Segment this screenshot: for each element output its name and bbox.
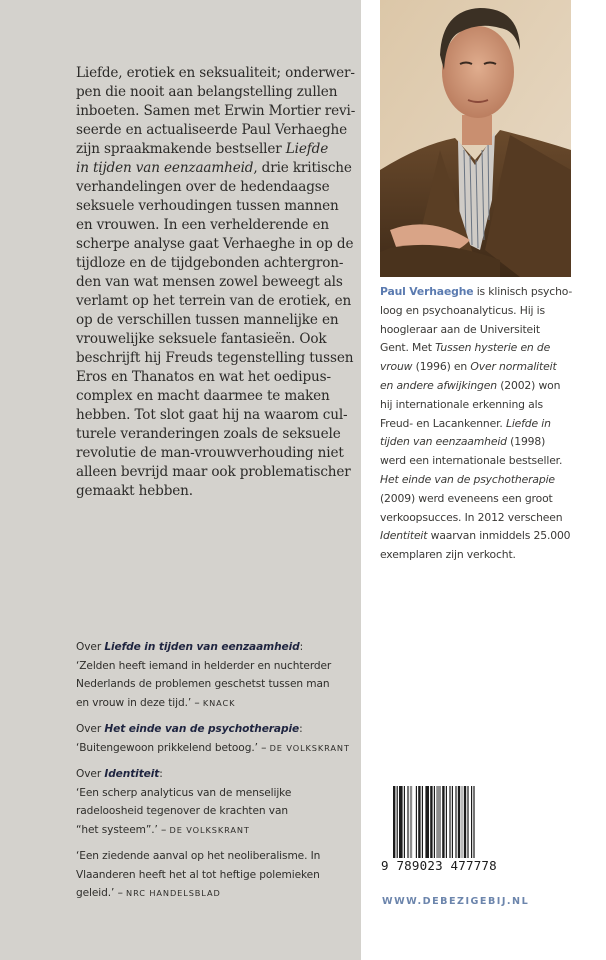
blurb-line: [76, 159, 358, 178]
blurb-text: zijn spraakmakende bestseller: [76, 141, 286, 157]
bio-book-title: vrouw: [380, 360, 413, 374]
blurb-line: verhandelingen over de hedendaagse: [76, 179, 330, 195]
bio-line: verkoopsucces. In 2012 verscheen: [380, 510, 563, 524]
review-item: [76, 847, 358, 903]
review-source: KNACK: [202, 697, 236, 708]
blurb-line: alleen bevrijd maar ook problematischer: [76, 464, 351, 480]
bio-book-title: Het einde van de psychotherapie: [380, 472, 555, 486]
barcode-bar: [455, 786, 456, 858]
bio-line: en andere afwijkingen (2002) won: [380, 378, 561, 392]
blurb-line: scherpe analyse gaat Verhaeghe in op de: [76, 236, 354, 252]
blurb-line: Liefde, erotiek en seksualiteit; onderwer-: [76, 65, 355, 81]
review-book-title: Het einde van de psychotherapie: [104, 723, 300, 735]
blurb-line: [76, 140, 358, 159]
review-item: [76, 765, 358, 839]
blurb-line: inboeten. Samen met Erwin Mortier revi-: [76, 103, 356, 119]
review-quote-line: ‘Een scherp analyticus van de menselijke: [76, 786, 292, 799]
review-heading: Over Het einde van de psychotherapie:: [76, 723, 303, 735]
barcode-bar: [393, 786, 395, 858]
bio-book-title: Tussen hysterie en de: [435, 341, 551, 355]
blurb-line: verlamt op het terrein van de erotiek, en: [76, 293, 352, 309]
review-quote-line: ‘Buitengewoon prikkelend betoog.’ – DE VOLKSKRANT: [76, 741, 350, 754]
press-reviews: [76, 638, 358, 911]
bio-line: tijden van eenzaamheid (1998): [380, 435, 546, 449]
review-quote-line: ‘Zelden heeft iemand in helderder en nuchterder: [76, 659, 332, 672]
author-portrait-illustration: [380, 0, 571, 277]
barcode-bar: [446, 786, 447, 858]
barcode-bar: [416, 786, 417, 858]
bio-line: loog en psychoanalyticus. Hij is: [380, 303, 546, 317]
blurb-line: vrouwelijke seksuele fantasieën. Ook: [76, 331, 327, 347]
bio-line: Freud- en Lacankenner. Liefde in: [380, 416, 551, 430]
blurb-title-italic: in tijden van eenzaamheid: [76, 160, 254, 176]
barcode-bar: [397, 786, 398, 858]
bio-book-title: Over normaliteit: [470, 360, 557, 374]
blurb-title-italic: Liefde: [285, 141, 329, 157]
review-heading: Over Liefde in tijden van eenzaamheid:: [76, 641, 304, 653]
blurb-line: pen die nooit aan belangstelling zullen: [76, 84, 338, 100]
blurb-line: complex en macht daarmee te maken: [76, 388, 330, 404]
review-book-title: Liefde in tijden van eenzaamheid: [104, 641, 300, 653]
barcode-bar: [425, 786, 429, 858]
review-quote-line: en vrouw in deze tijd.’ – KNACK: [76, 696, 236, 709]
blurb-line: Eros en Thanatos en wat het oedipus-: [76, 369, 331, 385]
review-quote-line: Nederlands de problemen geschetst tussen man: [76, 678, 330, 690]
barcode-bar: [407, 786, 408, 858]
isbn-number: 9 789023 477778: [381, 858, 497, 873]
bio-line: Identiteit waarvan inmiddels 25.000: [380, 529, 571, 543]
review-item: [76, 638, 358, 712]
barcode-bar: [404, 786, 405, 858]
blurb-line: revolutie de man-vrouwverhouding niet: [76, 445, 344, 461]
review-quote-line: geleid.’ – NRC HANDELSBLAD: [76, 887, 221, 899]
review-quote-line: Vlaanderen heeft het al tot heftige polemieken: [76, 868, 320, 881]
barcode-bar: [458, 786, 460, 858]
review-quote-line: ‘Een ziedende aanval op het neoliberalisme. In: [76, 850, 321, 862]
barcode-bar: [471, 786, 472, 858]
bio-book-title: en andere afwijkingen: [380, 378, 497, 392]
barcode-bar: [449, 786, 450, 858]
review-source: DE VOLKSKRANT: [169, 824, 250, 835]
barcode-bar: [418, 786, 420, 858]
author-name: Paul Verhaeghe: [380, 285, 474, 298]
blurb-line: tijdloze en de tijdgebonden achtergron-: [76, 255, 344, 271]
barcode-bar: [461, 786, 462, 858]
book-blurb: [76, 64, 358, 501]
blurb-line: hebben. Tot slot gaat hij na waarom cul-: [76, 407, 348, 423]
bio-line: (2009) werd eveneens een groot: [380, 491, 553, 505]
blurb-line: seksuele verhoudingen tussen mannen: [76, 198, 339, 214]
blurb-line: en vrouwen. In een verhelderende en: [76, 217, 329, 233]
review-item: [76, 720, 358, 757]
blurb-line: op de verschillen tussen mannelijke en: [76, 312, 339, 328]
bio-line: hij internationale erkenning als: [380, 397, 543, 411]
blurb-line: gemaakt hebben.: [76, 483, 193, 499]
barcode-bar: [464, 786, 466, 858]
barcode-bar: [434, 786, 435, 858]
blurb-text: , drie kritische: [253, 160, 352, 176]
bio-line: werd een internationale bestseller.: [380, 454, 563, 468]
bio-book-title: Identiteit: [380, 529, 428, 543]
bio-line: Gent. Met Tussen hysterie en de: [380, 341, 551, 355]
barcode-bar: [467, 786, 468, 858]
barcode-icon: [393, 786, 507, 858]
bio-line: [380, 471, 602, 490]
barcode-bar: [473, 786, 474, 858]
blurb-line: den van wat mensen zowel beweegt als: [76, 274, 343, 290]
review-source: DE VOLKSKRANT: [269, 742, 350, 753]
barcode-bar: [410, 786, 412, 858]
barcode-bar: [422, 786, 423, 858]
barcode-bar: [442, 786, 444, 858]
review-quote-line: radeloosheid tegenover de krachten van: [76, 805, 288, 817]
blurb-line: seerde en actualiseerde Paul Verhaeghe: [76, 122, 347, 138]
barcode-bar: [399, 786, 403, 858]
barcode-bar: [436, 786, 441, 858]
publisher-website-link[interactable]: WWW.DEBEZIGEBIJ.NL: [382, 896, 530, 907]
barcode-bar: [452, 786, 453, 858]
review-quote-line: “het systeem”.’ – DE VOLKSKRANT: [76, 823, 250, 836]
bio-book-title: tijden van eenzaamheid: [380, 435, 507, 449]
bio-line: exemplaren zijn verkocht.: [380, 548, 516, 562]
blurb-line: turele veranderingen zoals de seksuele: [76, 426, 341, 442]
bio-line: hoogleraar aan de Universiteit: [380, 322, 540, 336]
bio-book-title: Liefde in: [505, 416, 551, 430]
review-book-title: Identiteit: [104, 768, 160, 780]
bio-line: Paul Verhaeghe is klinisch psycho-: [380, 285, 573, 298]
author-photo: [380, 0, 571, 277]
barcode-bar: [430, 786, 432, 858]
review-heading: Over Identiteit:: [76, 768, 163, 780]
author-bio: [380, 283, 602, 565]
bio-line: vrouw (1996) en Over normaliteit: [380, 360, 557, 374]
review-source: NRC HANDELSBLAD: [126, 888, 221, 898]
blurb-line: beschrijft hij Freuds tegenstelling tussen: [76, 350, 354, 366]
